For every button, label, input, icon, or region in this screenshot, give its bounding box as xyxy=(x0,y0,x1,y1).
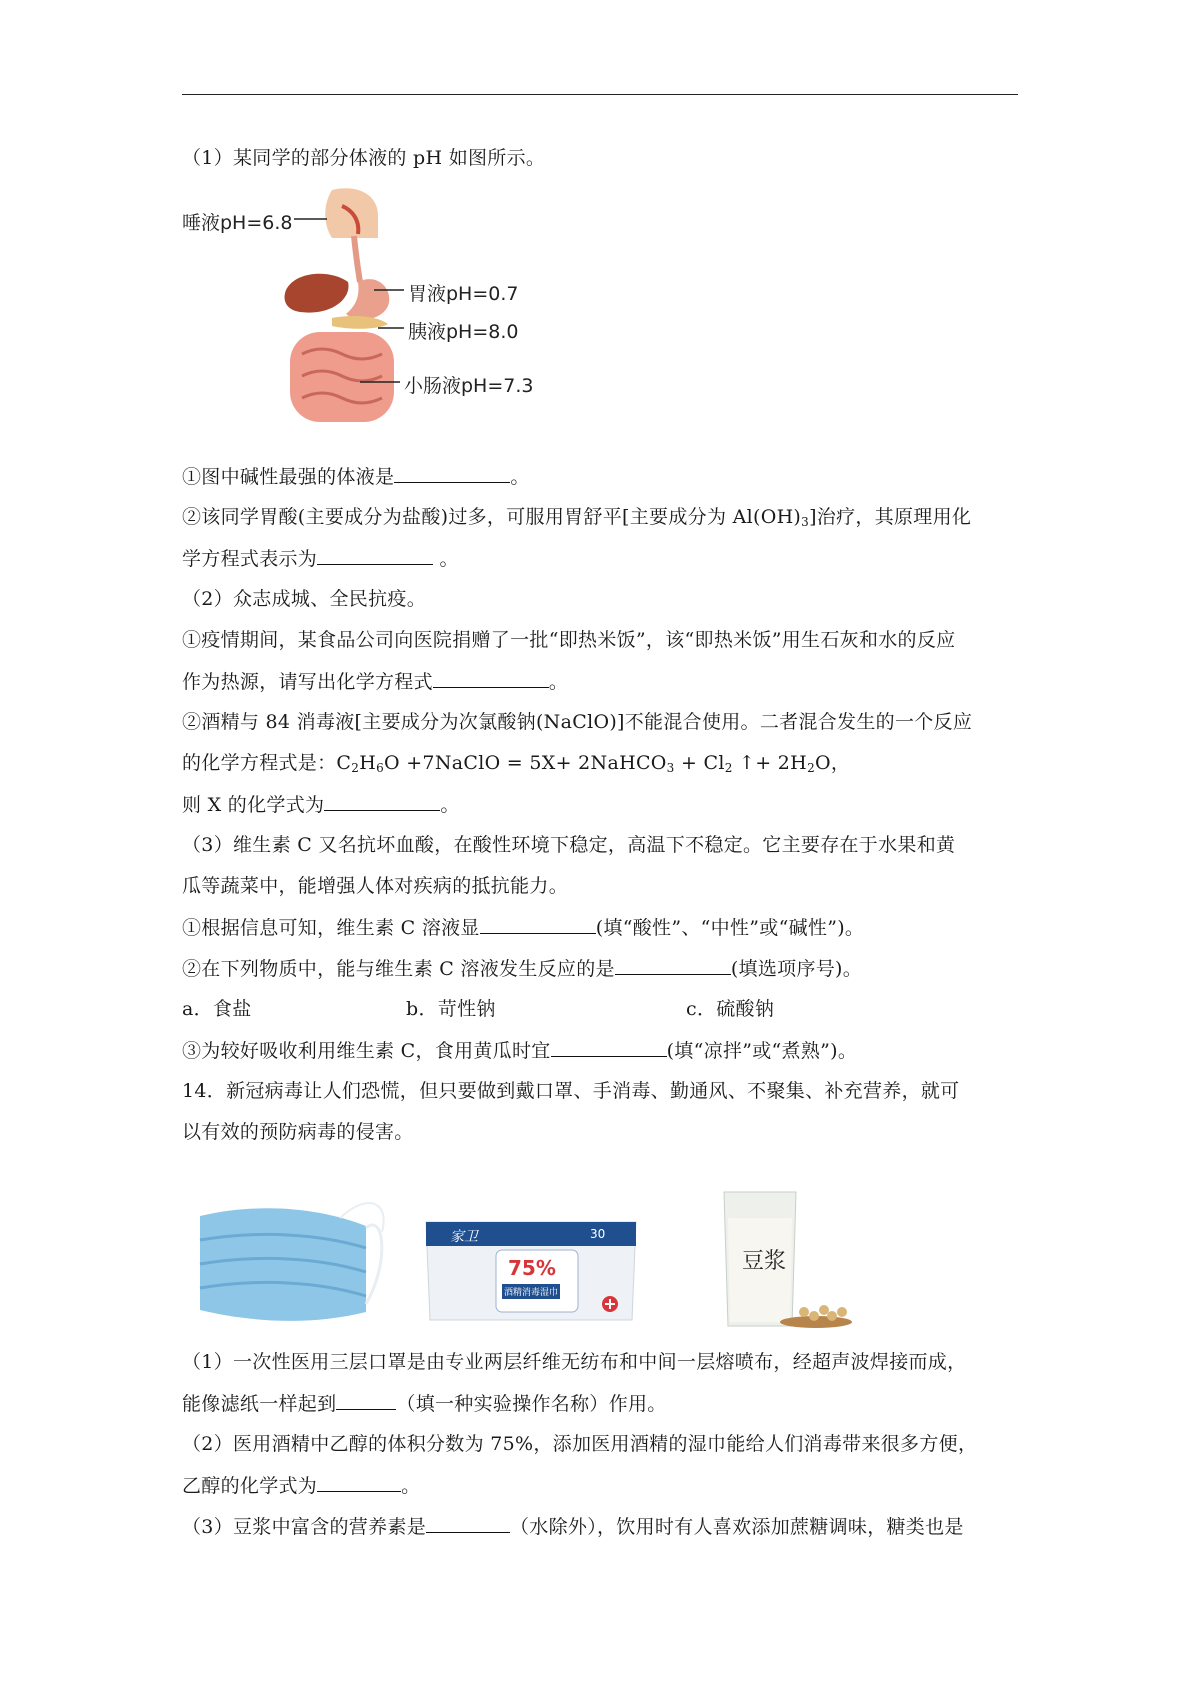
q13-1a: ①图中碱性最强的体液是 。 xyxy=(182,466,530,488)
answer-blank[interactable] xyxy=(317,546,433,565)
digestive-system-figure xyxy=(182,186,542,442)
q13-part3-line1: （3）维生素 C 又名抗坏血酸，在酸性环境下稳定，高温下不稳定。它主要存在于水果和黄 xyxy=(182,834,956,856)
q14-part1-line1: （1）一次性医用三层口罩是由专业两层纤维无纺布和中间一层熔喷布，经超声波焊接而成， xyxy=(182,1351,967,1373)
q13-3b-options xyxy=(182,997,1018,1021)
answer-blank[interactable] xyxy=(317,1473,401,1492)
pancreatic-ph-label: 胰液pH=8.0 xyxy=(408,321,519,343)
q13-2b-equation: 的化学方程式是：$C_2H_6O$ +7NaClO = 5X+ 2NaHCO$_3$ + $Cl_2$ ↑+ $2H_2O$， xyxy=(182,752,851,775)
q13-2b-line1: ②酒精与 84 消毒液[主要成分为次氯酸钠(NaClO)]不能混合使用。二者混合发生的一个反应 xyxy=(182,711,973,733)
q14-stem-line1: 14．新冠病毒让人们恐慌，但只要做到戴口罩、手消毒、勤通风、不聚集、补充营养，就可 xyxy=(182,1080,960,1102)
answer-blank[interactable] xyxy=(615,956,731,975)
q14-part3-line1: （3）豆浆中富含的营养素是 （水除外），饮用时有人喜欢添加蔗糖调味，糖类也是 xyxy=(182,1516,964,1538)
q13-2a-line2: 作为热源，请写出化学方程式 。 xyxy=(182,671,569,693)
answer-blank[interactable] xyxy=(433,669,549,688)
wipes-percent: 75% xyxy=(508,1256,556,1280)
soy-milk-label: 豆浆 xyxy=(742,1249,787,1274)
answer-blank[interactable] xyxy=(324,792,440,811)
wipes-count: 30 xyxy=(590,1227,606,1241)
option-c[interactable]: c．硫酸钠 xyxy=(686,998,775,1020)
q13-1b-line1: ②该同学胃酸(主要成分为盐酸)过多，可服用胃舒平[主要成分为 $Al(OH)_3$]治疗，其原理用化 xyxy=(182,506,972,529)
option-a[interactable]: a．食盐 xyxy=(182,998,252,1020)
alcohol-wipes-image xyxy=(420,1216,642,1326)
answer-blank[interactable] xyxy=(394,464,510,483)
q13-3c: ③为较好吸收利用维生素 C，食用黄瓜时宜 (填“凉拌”或“煮熟”)。 xyxy=(182,1040,858,1062)
header-rule xyxy=(182,94,1018,95)
answer-blank[interactable] xyxy=(426,1514,510,1533)
q13-part1-intro: （1）某同学的部分体液的 pH 如图所示。 xyxy=(182,147,546,169)
option-b[interactable]: b．苛性钠 xyxy=(406,998,496,1020)
q13-part2-intro: （2）众志成城、全民抗疫。 xyxy=(182,588,426,610)
surgical-mask-image xyxy=(190,1192,390,1332)
soy-milk-image xyxy=(720,1188,870,1332)
wipes-brand: 家卫 xyxy=(450,1229,478,1245)
intestinal-ph-label: 小肠液pH=7.3 xyxy=(404,375,534,397)
q14-part2-line2: 乙醇的化学式为 。 xyxy=(182,1475,421,1497)
q13-3b: ②在下列物质中，能与维生素 C 溶液发生反应的是 (填选项序号)。 xyxy=(182,958,863,980)
q13-2a-line1: ①疫情期间，某食品公司向医院捐赠了一批“即热米饭”，该“即热米饭”用生石灰和水的反应 xyxy=(182,629,956,651)
q14-part2-line1: （2）医用酒精中乙醇的体积分数为 75%，添加医用酒精的湿巾能给人们消毒带来很多方便， xyxy=(182,1433,978,1455)
answer-blank[interactable] xyxy=(480,915,596,934)
q14-stem-line2: 以有效的预防病毒的侵害。 xyxy=(182,1121,414,1143)
q13-1b-line2: 学方程式表示为 。 xyxy=(182,548,459,570)
answer-blank[interactable] xyxy=(551,1038,667,1057)
q14-part1-line2: 能像滤纸一样起到 （填一种实验操作名称）作用。 xyxy=(182,1393,667,1415)
q13-2b-line3: 则 X 的化学式为 。 xyxy=(182,794,460,816)
q13-part3-line2: 瓜等蔬菜中，能增强人体对疾病的抵抗能力。 xyxy=(182,875,569,897)
gastric-ph-label: 胃液pH=0.7 xyxy=(408,283,519,305)
answer-blank[interactable] xyxy=(336,1391,396,1410)
q13-3a: ①根据信息可知，维生素 C 溶液显 (填“酸性”、“中性”或“碱性”)。 xyxy=(182,917,865,939)
wipes-name: 酒精消毒湿巾 xyxy=(502,1284,560,1299)
saliva-ph-label: 唾液pH=6.8 xyxy=(182,212,293,234)
